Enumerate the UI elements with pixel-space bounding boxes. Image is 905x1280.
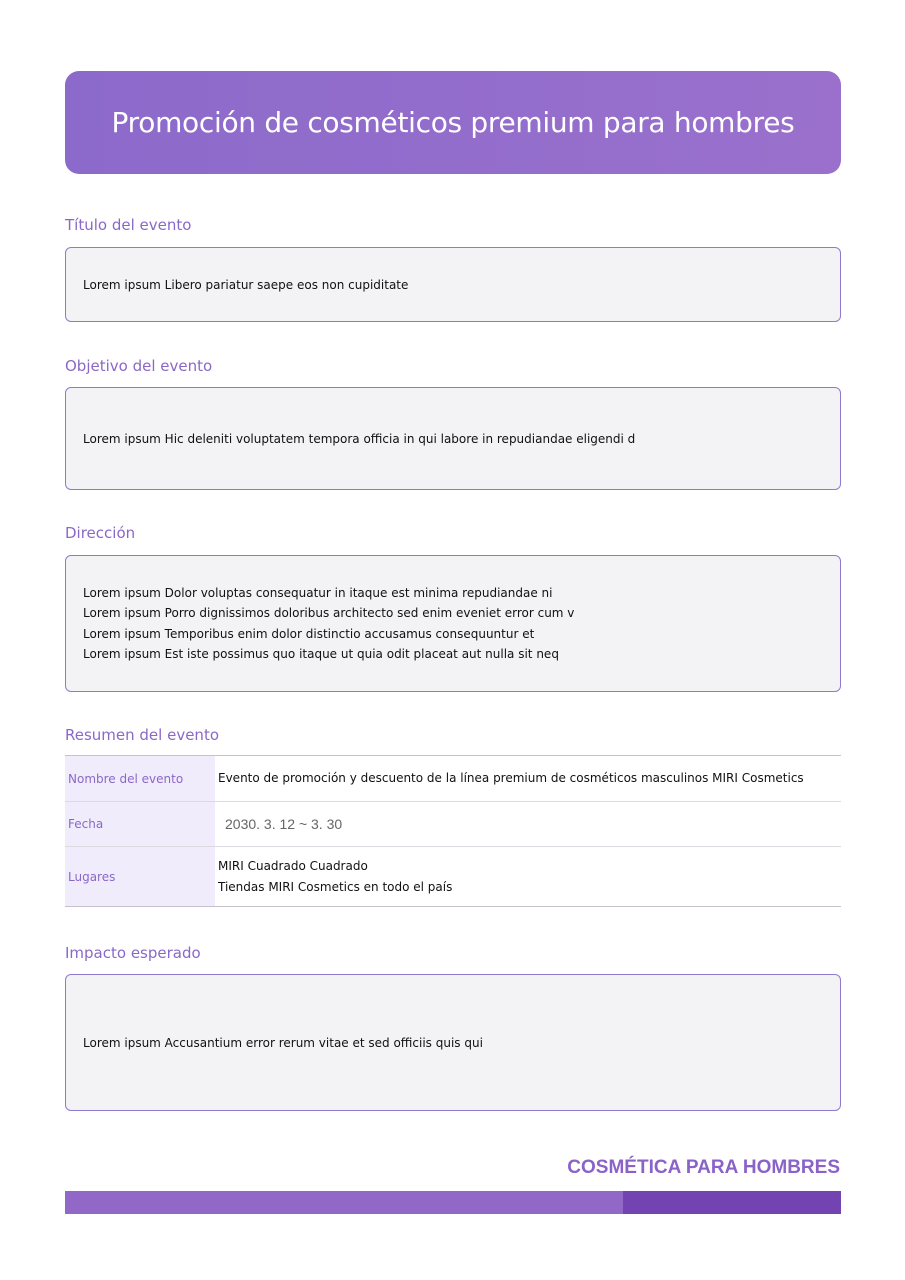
event-title-label: Título del evento [65,216,192,234]
direction-line: Lorem ipsum Temporibus enim dolor distinctio accusamus consequuntur et [83,626,535,641]
event-title-box [65,247,841,322]
page-title: Promoción de cosméticos premium para hombres [111,106,795,139]
event-title-text: Lorem ipsum Libero pariatur saepe eos non cupiditate [83,277,409,292]
direction-line: Lorem ipsum Est iste possimus quo itaque ut quia odit placeat aut nulla sit neq [83,647,559,661]
expected-impact-text: Lorem ipsum Accusantium error rerum vitae et sed officiis quis qui [83,1035,483,1050]
event-objective-box [65,387,841,490]
summary-row-label: Fecha [65,802,215,846]
footer-bar [65,1191,623,1214]
event-name-value: Evento de promoción y descuento de la línea premium de cosméticos masculinos MIRI Cosmetics [218,771,804,786]
direction-line: Lorem ipsum Dolor voluptas consequatur in itaque est minima repudiandae ni [83,585,553,600]
summary-row-label: Lugares [65,847,215,906]
venue-value: Tiendas MIRI Cosmetics en todo el país [218,879,453,894]
table-row [65,847,841,906]
table-row [65,802,841,847]
event-summary-table [65,755,841,907]
expected-impact-box [65,974,841,1111]
event-summary-label: Resumen del evento [65,726,219,744]
event-date-value: 2030. 3. 12 ~ 3. 30 [225,815,343,832]
direction-lines [83,583,574,665]
summary-row-value [215,847,841,906]
summary-row-label: Nombre del evento [65,756,215,801]
direction-box [65,555,841,692]
expected-impact-label: Impacto esperado [65,944,201,962]
direction-line: Lorem ipsum Porro dignissimos doloribus architecto sed enim eveniet error cum v [83,606,575,620]
header-banner [65,71,841,174]
venue-value: MIRI Cuadrado Cuadrado [218,859,368,873]
footer-bar-accent [623,1191,841,1214]
direction-label: Dirección [65,524,136,542]
event-objective-text: Lorem ipsum Hic deleniti voluptatem tempora officia in qui labore in repudiandae eligendi d [83,431,636,446]
summary-row-value [215,756,841,801]
summary-row-value [215,802,841,846]
table-row [65,756,841,802]
event-objective-label: Objetivo del evento [65,357,213,375]
footer-brand: COSMÉTICA PARA HOMBRES [567,1157,840,1178]
